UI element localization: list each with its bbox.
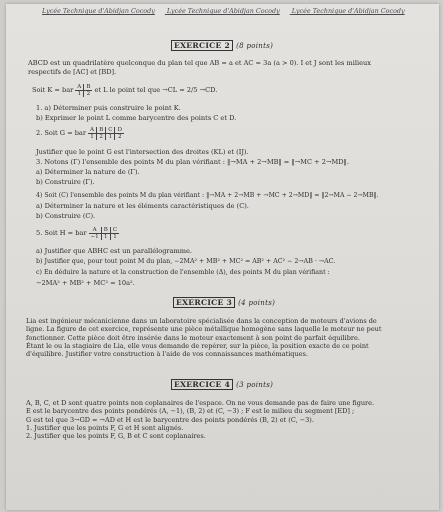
soit-suffix: et L le point tel que →CL = 2/5 →CD. [94, 86, 218, 94]
question: 3. Notons (Γ) l'ensemble des points M du plan vérifiant : ‖→MA + 2→MB‖ = ‖→MC + 2→MD‖. [36, 158, 349, 166]
header-text: Lycée Technique d'Abidjan Cocody [166, 7, 280, 15]
question: 2. Soit G = bar A B C D 1 2 1 2 [36, 126, 122, 140]
question: a) Justifier que ABHC est un parallélogramme. [36, 247, 193, 255]
exam-page [6, 4, 439, 510]
question: −2MA² + MB² + MC² = 10a². [36, 279, 135, 287]
question: b) Justifier que, pour tout point M du plan, −2MA² + MB² + MC² = AB² + AC² − 2→AB · →AC. [36, 258, 336, 265]
question: 1. a) Déterminer puis construire le point K. [36, 104, 181, 112]
exercise-3-text: Lia est ingénieur mécanicienne dans un laboratoire spécialisée dans la conception de moteurs d'avions de ligne. La figure de cet exercice, représente une pièce métallique homogène sans laquelle le moteur ne peut fonctionner. Cette pièce doit être insérée dans le moteur exactement à son point de parfait équilibre. Étant le ou la stagiaire de Lia, elle vous demande de repérer, sur la pièce, la position exacte de ce point d'équilibre. Justifier votre construction à l'aide de vos connaissances mathématiques. [26, 317, 382, 359]
school-header [42, 7, 431, 15]
question: a) Déterminer la nature et les éléments caractéristiques de (C). [36, 202, 249, 210]
ex2-intro-line: respectifs de [AC] et [BD]. [28, 68, 117, 76]
question: c) En déduire la nature et la construction de l'ensemble (Δ), des points M du plan vérifiant : [36, 269, 330, 276]
exercise-4-text: A, B, C, et D sont quatre points non coplanaires de l'espace. On ne vous demande pas de faire une figure. E est le barycentre des points pondérés (A, −1), (B, 2) et (C, −3) ; F est le milieu du segment [ED] ; G est tel que 3→GD = →AD et H est le barycentre des points pondérés (B, 2) et (C, −3). 1. Justifier que les points F, G et H sont alignés. 2. Justifier que les points F, G, B et C sont coplanaires. [26, 399, 375, 441]
question: b) Exprimer le point L comme barycentre des points C et D. [36, 114, 237, 122]
barycentre-table-g: A B C D 1 2 1 2 [90, 126, 122, 140]
barycentre-table-h: A B C −1 1 1 [90, 226, 118, 240]
exercise-3-title [173, 298, 275, 307]
barycentre-table-k: A B 1 2 [77, 83, 91, 97]
question: b) Construire (Γ). [36, 178, 95, 186]
exercise-3-label: EXERCICE 3 [173, 297, 235, 308]
question: a) Déterminer la nature de (Γ). [36, 168, 140, 176]
exercise-3-points: (4 points) [238, 299, 276, 307]
soit-prefix: Soit K = bar [32, 86, 74, 94]
question: 5. Soit H = bar A B C −1 1 1 [36, 226, 118, 240]
exercise-4-points: (3 points) [236, 381, 274, 389]
exercise-2-label: EXERCICE 2 [171, 40, 233, 51]
exercise-2-title [171, 41, 273, 50]
header-text: Lycée Technique d'Abidjan Cocody [291, 7, 405, 15]
question: Justifier que le point G est l'intersection des droites (KL) et (IJ). [36, 148, 249, 156]
ex2-intro-line: ABCD est un quadrilatère quelconque du plan tel que AB = a et AC = 3a (a > 0). I et J sont les milieux [28, 59, 371, 67]
exercise-2-points: (8 points) [236, 42, 274, 50]
exercise-4-label: EXERCICE 4 [171, 379, 233, 390]
question: 4) Soit (C) l'ensemble des points M du plan vérifiant : ‖→MA + 2→MB + →MC + 2→MD‖ = ‖2→MA − 2→MB‖. [36, 192, 379, 199]
header-text: Lycée Technique d'Abidjan Cocody [42, 7, 155, 15]
exercise-4-title [171, 380, 273, 389]
ex2-soit-line [32, 83, 217, 97]
question: b) Construire (C). [36, 212, 96, 220]
